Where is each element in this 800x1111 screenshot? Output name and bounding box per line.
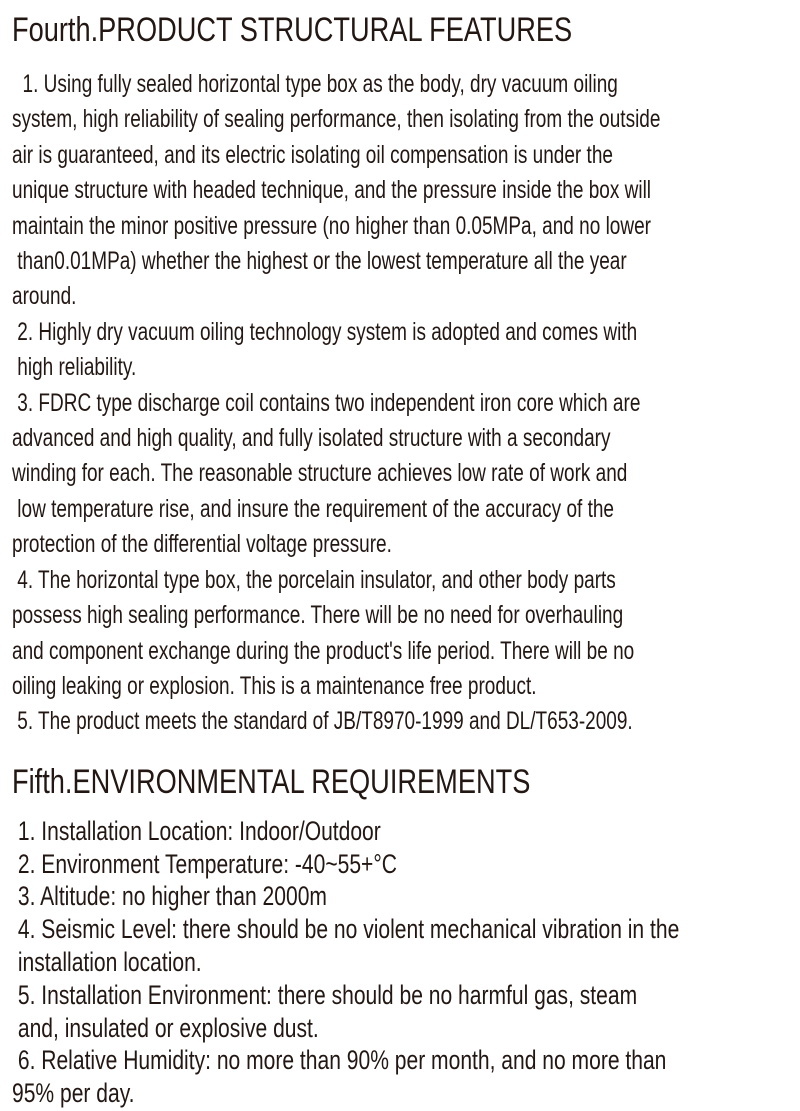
text-line: oiling leaking or explosion. This is a maintenance free product.: [12, 671, 537, 700]
text-line: advanced and high quality, and fully isolated structure with a secondary: [12, 424, 611, 453]
text-line: protection of the differential voltage pressure.: [12, 530, 392, 559]
text-line: 4. The horizontal type box, the porcelain insulator, and other body parts: [12, 565, 616, 594]
text-line: than0.01MPa) whether the highest or the lowest temperature all the year: [12, 247, 627, 276]
text-line: 4. Seismic Level: there should be no violent mechanical vibration in the: [12, 914, 680, 945]
text-line: 3. Altitude: no higher than 2000m: [12, 881, 327, 912]
section-fifth: [12, 762, 800, 1110]
text-line: possess high sealing performance. There will be no need for overhauling: [12, 601, 624, 630]
text-line: low temperature rise, and insure the requirement of the accuracy of the: [12, 494, 614, 523]
text-line: high reliability.: [12, 353, 137, 382]
text-line: 6. Relative Humidity: no more than 90% per month, and no more than: [12, 1045, 667, 1076]
section-fifth-body: [12, 815, 800, 1110]
section-fourth-body: [12, 67, 800, 740]
text-line: installation location.: [12, 946, 202, 977]
text-line: 2. Environment Temperature: -40~55+°C: [12, 848, 397, 879]
text-line: 2. Highly dry vacuum oiling technology system is adopted and comes with: [12, 317, 638, 346]
text-line: system, high reliability of sealing performance, then isolating from the outside: [12, 105, 661, 134]
text-line: 1. Installation Location: Indoor/Outdoor: [12, 815, 381, 846]
text-line: air is guaranteed, and its electric isolating oil compensation is under the: [12, 140, 613, 169]
text-line: 5. The product meets the standard of JB/T8970-1999 and DL/T653-2009.: [12, 707, 633, 736]
text-line: and, insulated or explosive dust.: [12, 1012, 319, 1043]
section-fourth: [12, 10, 800, 740]
section-fourth-heading: Fourth.PRODUCT STRUCTURAL FEATURES: [12, 11, 573, 49]
text-line: winding for each. The reasonable structure achieves low rate of work and: [12, 459, 628, 488]
text-line: and component exchange during the product's life period. There will be no: [12, 636, 635, 665]
text-line: around.: [12, 282, 77, 311]
text-line: unique structure with headed technique, and the pressure inside the box will: [12, 176, 652, 205]
text-line: 95% per day.: [12, 1078, 135, 1109]
text-line: 1. Using fully sealed horizontal type box as the body, dry vacuum oiling: [12, 70, 618, 98]
text-line: 3. FDRC type discharge coil contains two independent iron core which are: [12, 388, 641, 417]
section-fifth-heading: Fifth.ENVIRONMENTAL REQUIREMENTS: [12, 762, 531, 801]
text-line: 5. Installation Environment: there should be no harmful gas, steam: [12, 979, 638, 1010]
text-line: maintain the minor positive pressure (no higher than 0.05MPa, and no lower: [12, 211, 651, 240]
